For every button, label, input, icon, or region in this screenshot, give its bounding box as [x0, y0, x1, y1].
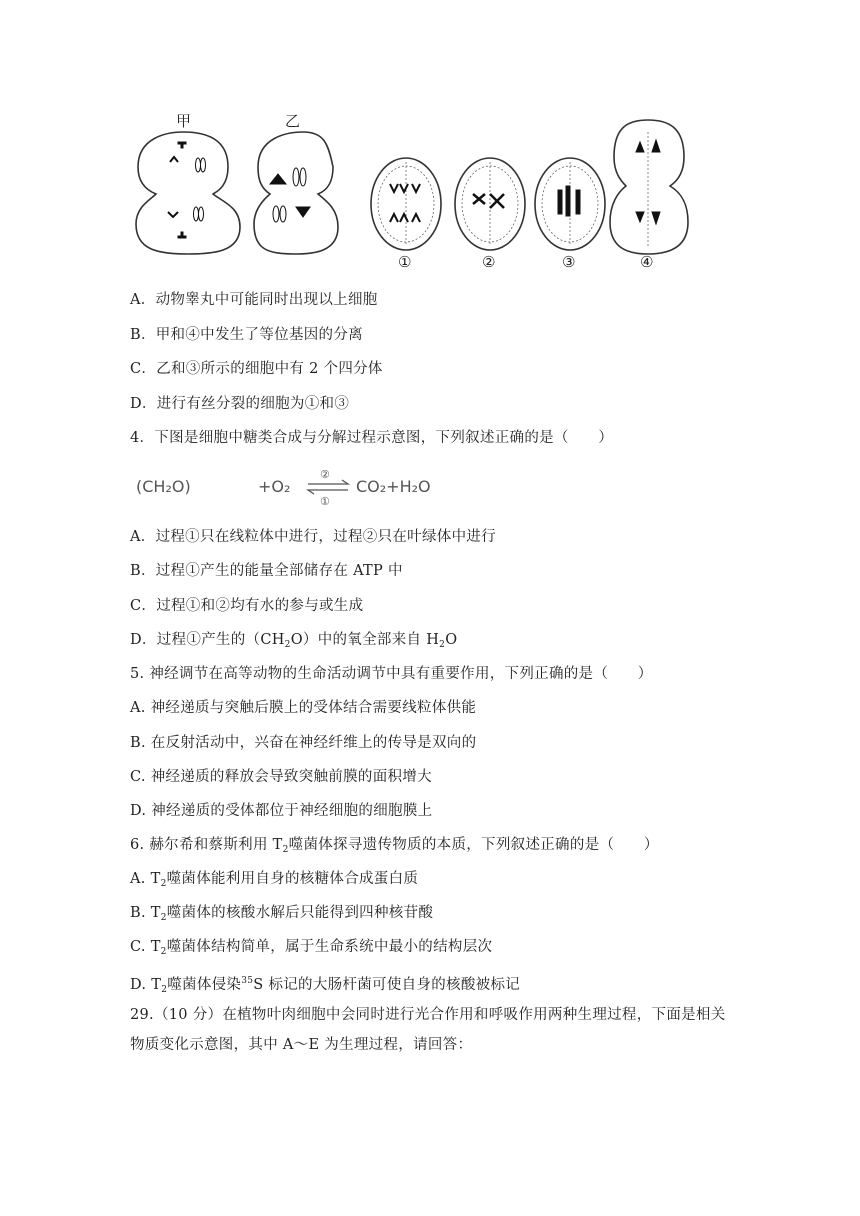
- q3-option-d: D．进行有丝分裂的细胞为①和③: [130, 396, 350, 412]
- q4-option-b: B．过程①产生的能量全部储存在 ATP 中: [130, 563, 403, 579]
- q6-option-b: B. $T_2$噬菌体的核酸水解后只能得到四种核苷酸: [130, 905, 434, 923]
- q5-option-b: B. 在反射活动中，兴奋在神经纤维上的传导是双向的: [130, 735, 477, 751]
- q4-option-a: A．过程①只在线粒体中进行，过程②只在叶绿体中进行: [130, 529, 496, 545]
- svg-text:+O₂: +O₂: [258, 477, 291, 496]
- q5-option-d: D. 神经递质的受体都位于神经细胞的细胞膜上: [130, 803, 433, 819]
- cell-jia-outline: [136, 132, 240, 254]
- cell-yi-outline: [254, 132, 338, 254]
- q3-option-a: A．动物睾丸中可能同时出现以上细胞: [130, 292, 378, 308]
- label-3: ③: [562, 253, 576, 270]
- label-4: ④: [640, 253, 654, 270]
- q5-stem: 5. 神经调节在高等动物的生命活动调节中具有重要作用，下列正确的是（ ）: [130, 666, 653, 682]
- q29-line2: 物质变化示意图，其中 A～E 为生理过程，请回答：: [130, 1037, 473, 1053]
- svg-text:①: ①: [320, 495, 330, 506]
- q29-line1: 29.（10 分）在植物叶肉细胞中会同时进行光合作用和呼吸作用两种生理过程，下面是相关: [130, 1007, 726, 1023]
- cell-division-figure: [128, 112, 700, 270]
- q5-option-a: A. 神经递质与突触后膜上的受体结合需要线粒体供能: [130, 700, 477, 716]
- label-yi: 乙: [285, 112, 301, 130]
- q3-option-b: B．甲和④中发生了等位基因的分离: [130, 327, 363, 343]
- q6-option-c: C. $T_2$噬菌体结构简单，属于生命系统中最小的结构层次: [130, 939, 493, 957]
- q4-option-c: C．过程①和②均有水的参与或生成: [130, 598, 364, 614]
- svg-text:CO₂+H₂O: CO₂+H₂O: [356, 477, 431, 496]
- q5-option-c: C. 神经递质的释放会导致突触前膜的面积增大: [130, 769, 432, 785]
- q6-option-d: D. $T_2$噬菌体侵染$^{35}$S 标记的大肠杆菌可使自身的核酸被标记: [130, 976, 521, 995]
- q6-stem: 6. 赫尔希和蔡斯利用 $T_2$噬菌体探寻遗传物质的本质，下列叙述正确的是（ ）: [130, 837, 659, 855]
- svg-text:(CH₂O): (CH₂O): [136, 477, 191, 496]
- sugar-equation: [130, 466, 490, 506]
- q4-stem: 4．下图是细胞中糖类合成与分解过程示意图，下列叙述正确的是（ ）: [130, 430, 614, 446]
- cell-4-outline: [610, 120, 688, 254]
- label-2: ②: [482, 253, 496, 270]
- label-jia: 甲: [176, 112, 192, 130]
- q4-option-d: D．过程①产生的$(CH_2O)$中的氧全部来自 $H_2O$: [130, 632, 458, 650]
- q3-option-c: C．乙和③所示的细胞中有 2 个四分体: [130, 361, 383, 377]
- q6-option-a: A. $T_2$噬菌体能利用自身的核糖体合成蛋白质: [130, 871, 419, 889]
- svg-text:②: ②: [320, 468, 330, 481]
- label-1: ①: [398, 253, 412, 270]
